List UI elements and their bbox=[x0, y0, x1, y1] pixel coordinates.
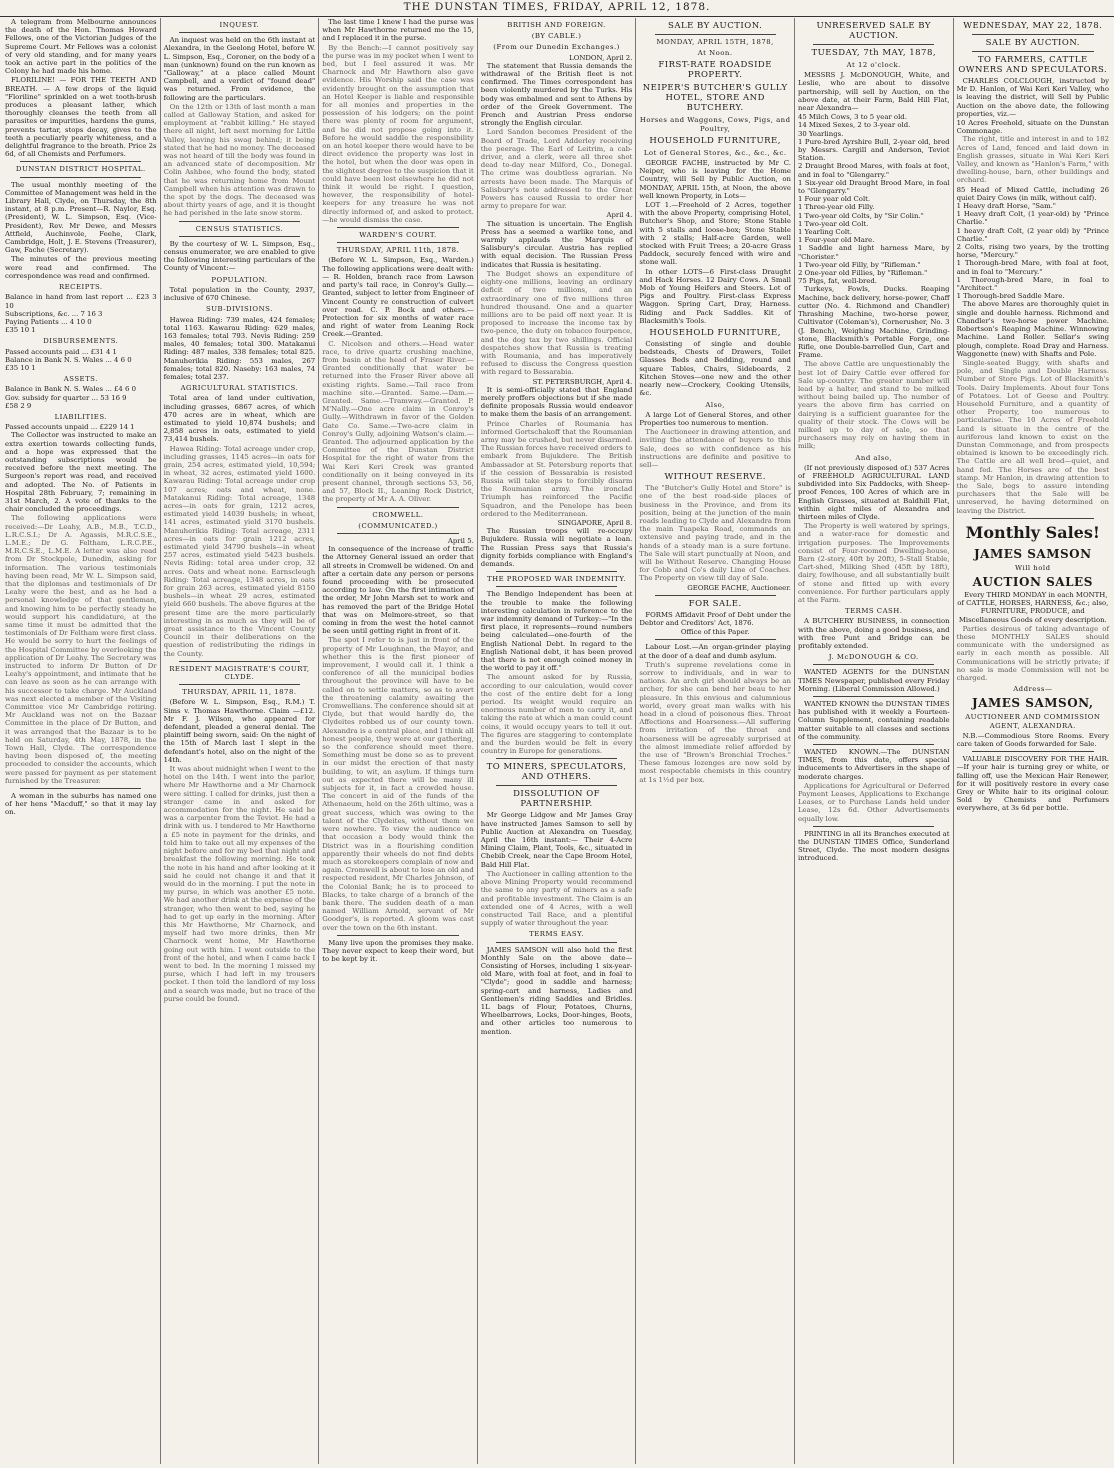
body-text: The "Butcher's Gully Hotel and Store" is one of the best road-side places of business in the Province, and from its position, being at the junction of the main roads leading to Clyde and Alexandra from the main Tuapeka Road, commands an extensive and paying trade, and in the hands of a steady man is a sure fortune. The Sale will start punctually at Noon, and will be Without Reserve. Changing House for Cobb and Co's daily Line of Coaches. The Property on view till day of Sale. bbox=[639, 484, 791, 583]
divider bbox=[972, 751, 1094, 752]
and-also: And also, bbox=[855, 453, 893, 462]
masthead: THE DUNSTAN TIMES, FRIDAY, APRIL 12, 1878. bbox=[0, 0, 1114, 17]
miners-heading: TO MINERS, SPECULATORS, AND OTHERS. bbox=[486, 762, 627, 783]
divider bbox=[813, 744, 934, 745]
receipts-line: Balance in hand from last report ... £23 3 10 bbox=[5, 293, 157, 310]
cable-body: It is semi-officially stated that England merely proffers objections but if she made definite proposals Russia would endeavor to make them the basis of an arrangement. bbox=[480, 385, 633, 419]
body-text: The Auctioneer in drawing attention, and inviting the attendance of buyers to this Sale, does so with confidence as his instructions are definite and positive to sell— bbox=[639, 428, 791, 469]
divider bbox=[496, 942, 617, 943]
sale-item: 1 Saddle and light harness Mare, by "Chorister." bbox=[797, 244, 950, 261]
divider bbox=[655, 639, 776, 640]
column-7 bbox=[954, 18, 1112, 1464]
wanted-known-ad: WANTED KNOWN the DUNSTAN TIMES has published with it weekly a Fourteen-Column Supplement, containing readable matter suitable to all classes and sections of the community. bbox=[797, 700, 950, 741]
furniture-heading: HOUSEHOLD FURNITURE, bbox=[649, 135, 781, 146]
resident-court-body: (Before W. L. Simpson, Esq., R.M.) T. Sims v. Thomas Hawthorne. Claim —£12. Mr F. J. Wilson, who appeared for defendant, pleaded a general denial. The plaintiff being sworn, said: On the night of the 15th of March last I slept in the defendant's hotel, also on the night of the 14th. bbox=[163, 698, 316, 764]
sale-item: 1 Three-year old Filly. bbox=[797, 203, 875, 212]
furniture-body: Consisting of single and double bedsteads, Chests of Drawers, Toilet Glasses Beds and Bedding, round and square Tables, Chairs, Sideboards, 2 Kitchen Stoves—one new and the other nearly new—Crockery, Cooking Utensils, &c. bbox=[639, 340, 791, 398]
freehold-land: (If not previously disposed of.) 537 Acres of FREEHOLD AGRICULTURAL LAND subdivided into Six Paddocks, with Sheep-proof Fences, 100 Acres of which are in English Grasses, situated at Baldhill Flat, within eight miles of Alexandra and thirteen miles of Clyde. bbox=[797, 463, 950, 521]
office-line: Office of this Paper. bbox=[680, 628, 750, 637]
body-text: Truth's supreme revelations come in sorrow to individuals, and in war to nations. An arch girl should always be an archer, for she can bend her beau to her pleasure. In this envious and calumnious world, every great man walks with his head in a cloud of poisonous flies. Throat Affections and Hoarseness.—All suffering from irritation of the throat and hoarseness will be agreeably surprised at the almost immediate relief afforded by the use of "Brown's Bronchial Troches." These famous lozenges are now sold by most respectable chemists in this country at 1s 1½d per box. bbox=[639, 660, 791, 784]
sale-date: MONDAY, APRIL 15TH, 1878, bbox=[656, 38, 774, 46]
subdivisions-body: Hawea Riding: 739 males, 424 females; total 1163. Kawarau Riding: 629 males, 163 females; total 793. Nevis Riding: 259 males, 40 females; total 300. Matakanui Riding: 487 males, 338 females; total 825. Manuherikia Riding: 553 males, 267 females; total 820. Naseby: 163 males, 74 females; total 237. bbox=[163, 315, 316, 381]
sale-item: 1 Pure-bred Ayrshire Bull, 2-year old, bred by Messrs. Cargill and Anderson, Teviot Station. bbox=[797, 137, 950, 163]
inquest-heading: INQUEST. bbox=[219, 21, 260, 29]
assets-heading: ASSETS. bbox=[63, 375, 98, 384]
assets-total: £58 2 9 bbox=[5, 401, 32, 410]
divider bbox=[20, 177, 141, 178]
wardens-court-heading: WARDEN'S COURT. bbox=[359, 231, 437, 240]
sale-item: 2 Colts, rising two years, by the trotting horse, "Mercury." bbox=[956, 243, 1109, 260]
terms-cash: TERMS CASH. bbox=[845, 607, 903, 616]
body-text: By the Bench:—I cannot positively say the purse was in my pocket when I went to bed, but I feel assured it was. Mr Charnock and Mr Hawthorn also gave evidence. His Worship said the case was evidently brought on the assumption that an Hotel Keeper is liable and responsible for all monies and properties in the possession of his lodgers; on the point there was plenty of room for argument, and he did not propose going into it. Before he would saddle the responsibility on an hotel keeper there would have to be direct evidence the property was lost in the hotel, but when the door was open in the slightest degree to the suspicion that it could have been lost elsewhere he did not think it would be right. I question, however, the responsibility of hotel-keepers for any treasure he was not directly informed of, and asked to protect.—he would dismiss the case. bbox=[322, 43, 474, 224]
sale-item: 30 Yearlings. bbox=[797, 129, 844, 138]
census-intro: By the courtesy of W. L. Simpson, Esq., census enumerator, we are enabled to give the following interesting particulars of the County of Vincent:— bbox=[163, 239, 316, 273]
wardens-court-date: THURSDAY, APRIL 11th, 1878. bbox=[336, 246, 460, 255]
sale-by-auction-heading: SALE BY AUCTION. bbox=[985, 38, 1080, 48]
divider bbox=[337, 935, 458, 936]
obituary-paragraph: A telegram from Melbourne announces the death of the Hon. Thomas Howard Fellows, one of the Victorian Judges of the Supreme Court. Mr Fellows was a colonist of very old standing, and for many years took an active part in the politics of the Colony he had made his home. bbox=[5, 18, 157, 76]
stock-line: Horses and Waggons, Cows, Pigs, and Poultry, bbox=[639, 116, 791, 133]
unreserved-sale-heading: UNRESERVED SALE BY AUCTION. bbox=[816, 21, 931, 41]
cable-body: The Russian troops will re-occupy Bujukdere. Russia will negotiate a loan. The Russian Press says that Russia's dignity forbids compliance with England's demands. bbox=[480, 527, 633, 568]
sale-item: 45 Milch Cows, 3 to 5 year old. bbox=[797, 113, 907, 122]
for-sale-heading: FOR SALE. bbox=[688, 598, 742, 609]
property-heading: FIRST-RATE ROADSIDE PROPERTY. bbox=[658, 60, 772, 81]
butchery-business: A BUTCHERY BUSINESS, in connection with the above, doing a good business, and with free Punt and Bridge can be profitably extended. bbox=[797, 617, 950, 651]
divider bbox=[179, 661, 300, 662]
subdivisions-heading: SUB-DIVISIONS. bbox=[206, 305, 273, 314]
sale-item: 1 Thorough-bred Mare, with foal at foot, and in foal to "Mercury." bbox=[956, 259, 1109, 276]
goods-line: Lot of General Stores, &c., &c., &c. bbox=[643, 148, 787, 157]
sale-time: At 12 o'clock. bbox=[846, 61, 901, 69]
sale-item: 75 Pigs, fat, well-bred. bbox=[797, 277, 877, 286]
indemnity-heading: THE PROPOSED WAR INDEMNITY. bbox=[486, 575, 627, 584]
hospital-heading: DUNSTAN DISTRICT HOSPITAL. bbox=[15, 165, 146, 174]
disbursements-heading: DISBURSEMENTS. bbox=[43, 337, 119, 346]
sale-item: 1 Heavy draft Horse, "Sam." bbox=[956, 202, 1056, 211]
divider bbox=[20, 788, 141, 789]
farmers-heading: TO FARMERS, CATTLE OWNERS AND SPECULATORS. bbox=[958, 55, 1108, 75]
column-6 bbox=[795, 18, 954, 1464]
dateline: ST. PETERSBURGH, April 4. bbox=[532, 377, 633, 386]
divider bbox=[813, 44, 934, 45]
auction-intro: GEORGE FACHE, instructed by Mr C. Neiper, who is leaving for the Home Country, will Sell by Public Auction, on MONDAY, APRIL 15th, at Noon, the above well known Property, in Lots— bbox=[639, 159, 791, 200]
sale-date: TUESDAY, 7th MAY, 1878, bbox=[811, 48, 937, 58]
receipts-heading: RECEIPTS. bbox=[58, 283, 103, 292]
divider bbox=[972, 34, 1094, 35]
hair-renewer-ad: VALUABLE DISCOVERY FOR THE HAIR.—If your hair is turning grey or white, or falling off, use the Mexican Hair Renewer, for it will positively restore in every case Grey or White hair to its original colour. Sold by Chemists and Perfumers everywhere, at 3s 6d per bottle. bbox=[956, 755, 1109, 813]
sale-item: 1 Thorough-bred Saddle Mare. bbox=[956, 292, 1065, 301]
population-heading: POPULATION. bbox=[211, 275, 268, 284]
column-1 bbox=[2, 18, 161, 1464]
without-reserve-heading: WITHOUT RESERVE. bbox=[664, 472, 766, 483]
liabilities-line: Passed accounts unpaid ... £229 14 1 bbox=[5, 423, 135, 432]
disbursements-line: Passed accounts paid ... £31 4 1 bbox=[5, 347, 117, 356]
also-line: Also, bbox=[705, 400, 725, 409]
disbursements-total: £35 10 1 bbox=[5, 363, 36, 372]
address-role: AUCTIONEER AND COMMISSION AGENT, ALEXANDRA. bbox=[965, 713, 1101, 730]
divider bbox=[337, 507, 458, 508]
address-name: JAMES SAMSON, bbox=[972, 696, 1094, 711]
divider bbox=[655, 595, 776, 596]
body-text: On the 12th or 13th of last month a man called at Galloway Station, and asked for employment at "rabbit killing." He stayed there all night, left next morning for Little Valley, leaving his swag behind; it being stated that he had no money. The deceased was not heard of till the body was found in an advanced state of decomposition. Mr Colin Ashbee, who found the body, stated that he was returning home from Mount Campbell when his attention was drawn to the spot by the dogs. The deceased was about thirty years of age, and it is thought he had perished in the late snow storm. bbox=[163, 102, 316, 218]
floriline-ad: FLORILINE! — FOR THE TEETH AND BREATH. — A few drops of the liquid "Floriline" sprinkled on a wet tooth-brush produces a pleasant lather, which thoroughly cleanses the teeth from all parasites or impurities, hardens the gums, prevents tartar, stops decay, gives to the teeth a peculiarly pearly whiteness, and a delightful fragrance to the breath. Price 2s 6d, of all Chemists and Perfumers. bbox=[5, 76, 157, 159]
samson-name: JAMES SAMSON bbox=[973, 546, 1092, 561]
terms-easy: TERMS EASY. bbox=[529, 930, 584, 939]
divider bbox=[496, 785, 617, 786]
receipts-line: Subscriptions, &c. ... 7 16 3 bbox=[5, 309, 103, 318]
sale-intro: MESSRS J. McDONOUGH, White, and Leslie, who are about to dissolve partnership, will sell by Auction, on the above date, at their Farm, Bald Hill Flat, near Alexandra— bbox=[797, 71, 950, 113]
sale-item: 1 Yearling Colt. bbox=[797, 228, 853, 237]
census-heading: CENSUS STATISTICS. bbox=[195, 224, 284, 233]
assets-line: Balance in Bank N. S. Wales ... £4 6 0 bbox=[5, 385, 136, 394]
monthly-schedule: Every THIRD MONDAY in each MONTH, of CATTLE, HORSES, HARNESS, &c.; also, FURNITURE, PRODUCE, and Miscellaneous Goods of every description. bbox=[957, 590, 1109, 624]
dateline: SINGAPORE, April 8. bbox=[557, 518, 633, 527]
resident-court-heading: RESIDENT MAGISTRATE'S COURT, CLYDE. bbox=[169, 664, 310, 682]
indemnity-body: The Bendigo Independent has been at the trouble to make the following interesting calculation in reference to the war indemnity demand of Turkey:—"In the first place, it represents—round numbers being calculated—one-fourth of the English National Debt. In regard to the English National debt, it has been proved that there is not enough coined money in the world to pay it off." bbox=[480, 590, 633, 673]
colclough-intro: CHARLES COLCLOUGH, instructed by Mr D. Hanlon, of Wai Keri Keri Valley, who is leaving the district, will Sell by Public Auction on the above date, the following properties, viz.— bbox=[956, 77, 1109, 118]
body-text: Hawea Riding: Total acreage under crop, including grasses, 1145 acres—in oats for grain, 254 acres, estimated yield, 10,594; in wheat, 32 acres, estimated yield 1600. Kawarau Riding: Total acreage under crop 107 acres; oats and wheat, none. Matakanui Riding: Total acreage, 1348 acres—in oats for grain, 1212 acres, estimated yield 14039 bushels; in wheat, 141 acres, estimated yield 3170 bushels. Manuherikia Riding: Total acreage, 2311 acres—in oats for grain 1212 acres, estimated yield 34790 bushels—in wheat 257 acres, estimated yield 5423 bushels. Nevis Riding: total area under crop, 32 acres. Oats and wheat none. Earnscleugh Riding: Total acreage, 1348 acres, in oats for grain 263 acres, estimated yield 8150 bushels—in wheat 29 acres, estimated yield 660 bushels. The above figures at the present time are the more particularly interesting in as much as they will be of great assistance to the Vincent County Council in their deliberations on the question of redistributing the ridings in the County. bbox=[163, 444, 316, 658]
body-text: Lord Sandon becomes President of the Board of Trade, Lord Adderley receiving the peerage. The Earl of Leitrim, a cab-driver, and a clerk, were all three shot dead to-day near Milford, Co., Donegal. The crime was doubtless agrarian. No arrests have been made. The Marquis of Salisbury's note addressed to the Great Powers has caused Russia to order her army to prepare for war. bbox=[480, 128, 633, 211]
receipts-line: Paying Patients ... 4 10 0 bbox=[5, 317, 92, 326]
will-hold: Will hold bbox=[1015, 563, 1051, 572]
divider bbox=[813, 826, 934, 827]
forms-ad: FORMS Affidavit Proof of Debt under the Debtor and Creditors' Act, 1876. bbox=[639, 610, 791, 627]
furniture-heading-2: HOUSEHOLD FURNITURE, bbox=[649, 328, 781, 339]
store-rooms-note: N.B.—Commodious Store Rooms. Every care taken of Goods forwarded for Sale. bbox=[956, 731, 1109, 749]
population-body: Total population in the County, 2937, inclusive of 670 Chinese. bbox=[163, 285, 316, 303]
wanted-known-ad-2: WANTED KNOWN.—The DUNSTAN TIMES, from this date, offers special inducements to Advertisers in the shape of moderate charges. bbox=[797, 748, 950, 781]
dateline: April 4. bbox=[606, 211, 633, 220]
agricultural-heading: AGRICULTURAL STATISTICS. bbox=[180, 384, 299, 393]
hospital-body: The usual monthly meeting of the Committee of Management was held in the Library Hall, Clyde, on Thursday, the 8th instant, at 8 p.m. Present—R. Naylor, Esq. (President), W. L. Simpson, Esq. (Vice-President), Rev. Mr Dewe, and Messrs Attfield, Auchinvole, Feehe, Clark, Cambridge, Holt, J. E. Stevens (Treasurer), Gaw, Fache (Secretary). bbox=[5, 180, 157, 255]
column-4 bbox=[478, 18, 637, 1464]
cable-body: The situation is uncertain. The English Press has a seemed a warlike tone, and warmly applauds the Marquis of Salisbury's circular. Austria has replied with equal decision. The Russian Press indicates that Russia is hesitating. bbox=[480, 219, 633, 269]
body-text: Parties desirous of taking advantage of these MONTHLY SALES should communicate with the undersigned as early in each month as possible. All Communications will be strictly private; if no sale is made Commission will not be charged. bbox=[956, 624, 1109, 682]
hens-joke: A woman in the suburbs has named one of her hens "Macduff," so that it may lay on. bbox=[5, 792, 157, 817]
dateline: LONDON, April 2. bbox=[569, 53, 633, 62]
body-text: It was about midnight when I went to the hotel on the 14th. I went into the parlor, where Mr Hawthorne and a Mr Charnock were sitting. I called for drinks, just then a stranger came in and asked for accommodation for the night. He said he was a carpenter from the Teviot. He had a drink with us. I tendered to Mr Hawthorne a £5 note in payment for the drinks, and told him to take out all my expenses of the night before and for my bed that night and breakfast the following morning. He took the note in his hand and after looking at it said he could not change it and that it would do in the morning. I put the note in my purse, in which was another £5 note. We had another drink at the expense of the stranger, who then went to bed, saying he had to get up early in the morning. After this Mr Hawthorne, Mr Charnock, and myself had two more drinks, then Mr Charnock went home, Mr Hawthorne going out with him. I went outside to the front of the hotel, and when I came back I went to bed. In the morning I missed my purse, which I had left in my trousers pocket. I then told the landlord of my loss and a search was made, but no trace of the purse could be found. bbox=[163, 765, 316, 1003]
exchanges-subheading: (From our Dunedin Exchanges.) bbox=[493, 43, 620, 52]
columns bbox=[2, 18, 1112, 1464]
address-label: Address— bbox=[1013, 685, 1053, 694]
body-text: The Budget shows an expenditure of eighty-one millions, leaving an ordinary deficit of two millions, and an extraordinary one of five millions three hundred thousand. One and a quarter millions are to be paid off next year. It is proposed to increase the income tax by two-pence, the duty on tobacco fourpence, and the dog tax by two shillings. Official despatches show that Russia is treating with Roumania, and has imperatively refused to discuss the Congress question with regard to Bessarabia. bbox=[480, 269, 633, 377]
auction-sales-heading: AUCTION SALES bbox=[972, 574, 1093, 589]
body-text: C. Nicolson and others.—Head water race, to drive quartz crushing machine, from basin at the head of Fraser River.—Granted conditionally that water be returned into the Fraser River above all existing rights. Same.—Tail race from machine site.—Granted. Same.—Dam.—Granted. Same.—Tramway.—Granted. P. M'Nally.—One acre claim in Conroy's Gully.—Withdrawn in favor of the Golden Gate Co. Same.—Two-acre claim in Conroy's Gully, adjoining Watson's claim.—Granted. The adjourned application by the Committee of the Dunstan District Hospital for the right of water from the Wai Keri Keri Creek was granted conditionally on it being conveyed in its present channel, through sections 53, 56, and 57, Block II., Leaning Rock District, the property of Mr A. A. Oliver. bbox=[322, 339, 474, 504]
sale-item: 2 One-year old Fillies, by "Rifleman." bbox=[797, 269, 928, 278]
body-text: The above Cattle are unquestionably the best lot of Dairy Cattle ever offered for Sale up-country. The greater number will lead by a halter, and stand to be milked without being bailed up. The number of years the above firm has carried on dairying is a sufficient guarantee for the quality of their stock. The Cows will be milked up to day of sale, so that purchasers may rely on having them in milk; bbox=[797, 360, 950, 451]
divider bbox=[337, 227, 458, 228]
body-text: The following applications were received:—Dr Leahy, A.B., M.B., T.C.D., L.R.C.S.I.; Dr A. Agassis, M.R.C.S.E., L.M.E.; Dr G. Feltham, L.R.C.P.E., M.R.C.S.E., L.M.E. A letter was also read from Dr Stockpole, Dunedin, asking for information. The various testimonials having been read, Mr W. L. Simpson said, that the diplomas and testimonials of Dr Leahy were the best, and as he had a personal knowledge of that gentleman, and knowing him to be perfectly steady he would support his candidature, at the same time it must be admitted that the testimonials of Dr Feltham were first class. He would be sorry to hurt the feelings of the Hospital Committee by overlooking the application of Dr Leahy. The Secretary was instructed to inform Dr Button of Dr Leahy's appointment, and intimate that he can leave as soon as he can arrange with his successor to take charge. Mr Auckland was next elected a member of the Visiting Committee vice Mr Cambridge retiring. Mr Auckland was not on the Bazaar Committee in the place of Dr Button, and it was arranged that the Bazaar is to be held on Saturday, 4th May, 1878, in the Town Hall, Clyde. The correspondence having been disposed of, the meeting proceeded to consider the accounts, which were passed for payment as per statement furnished by the Treasurer. bbox=[5, 514, 157, 785]
divider bbox=[972, 51, 1094, 52]
dissolution-heading: DISSOLUTION OF PARTNERSHIP. bbox=[513, 789, 601, 810]
cromwell-subheading: (COMMUNICATED.) bbox=[358, 521, 438, 530]
sale-item: 1 Heavy draft Colt, (1 year-old) by "Prince Charlie." bbox=[956, 210, 1109, 227]
machinery-list: Turkeys, Fowls, Ducks. Reaping Machine, back delivery, horse-power, Chaff cutter (No. 4. Richmond and Chandler) Thrashing Machine, two-horse power, Cultivator (Coleman's), Cornerusher, No. 3 (J. Bench), Weighing Machine, Grinding-stone, Blacksmith's Portable Forge, one Rifle, one Double-barrelled Gun, Cart and Frame. bbox=[797, 285, 950, 360]
sale-item: 2 Draught Brood Mares, with foals at foot, and in foal to "Glengarry." bbox=[797, 162, 950, 179]
sale-item: 1 Two-year old Filly, by "Rifleman." bbox=[797, 260, 921, 269]
british-foreign-heading: BRITISH AND FOREIGN. bbox=[507, 21, 606, 29]
firm-signature: J. McDONOUGH & CO. bbox=[828, 653, 919, 662]
divider bbox=[179, 32, 300, 33]
divider bbox=[655, 34, 776, 35]
divider bbox=[496, 758, 617, 759]
resident-court-date: THURSDAY, APRIL 11, 1878. bbox=[182, 688, 297, 697]
wanted-agents-ad: WANTED AGENTS for the DUNSTAN TIMES Newspaper, published every Friday Morning. (Liberal Commission Allowed.) bbox=[797, 668, 950, 693]
hotel-heading: NEIPER'S BUTCHER'S GULLY HOTEL, STORE AND BUTCHERY. bbox=[642, 83, 788, 114]
auctioneer-signature: GEORGE FACHE, Auctioneer. bbox=[687, 583, 791, 592]
column-5 bbox=[636, 18, 795, 1464]
assets-line: Gov. subsidy for quarter ... 53 16 9 bbox=[5, 393, 127, 402]
purse-testimony: The last time I knew I had the purse was when Mr Hawthorne returned me the 15, and I replaced it in the purse. bbox=[322, 18, 474, 43]
divider bbox=[179, 221, 300, 222]
sale-item: 1 Thorough-bred Mare, in foal to "Architect." bbox=[956, 275, 1109, 293]
cromwell-date: April 5. bbox=[447, 536, 474, 545]
hospital-tail: The Collector was instructed to make an extra exertion towards collecting funds, and a hope was expressed that the outstanding subscriptions would be received before the next meeting. The Surgeon's report was read, and received and adopted. The No. of Patients in Hospital 28th February, 7; remaining in 31st March, 2. A vote of thanks to the chair concluded the proceedings. bbox=[5, 431, 157, 514]
machines-list: The above Mares are thoroughly quiet in single and double harness. Richmond and Chandler's two-horse power Machine. Robertson's Reaping Machine. Winnowing Machine. Land Roller. Sellar's swing plough, complete. Road Dray and Harness. Waggonette (new) with Shafts and Pole. bbox=[956, 300, 1109, 358]
sale-item: 1 Four-year old Mare. bbox=[797, 236, 875, 245]
divider bbox=[496, 571, 617, 572]
sale-item: 1 heavy draft Colt, (2 year old) by "Prince Charlie." bbox=[956, 226, 1109, 243]
sale-time: At Noon. bbox=[697, 49, 733, 58]
cromwell-body: In consequence of the increase of traffic the Attorney General issued an order that all streets in Cromwell be widened. On and after a certain date any person or persons found proceeding with be prosecuted according to law. On the first intimation of the order, Mr John Marsh set to work and has removed the part of the Bridge Hotel that was on Melmore-street, so that coming in from the west the hotel cannot be seen until getting right in front of it. bbox=[322, 545, 474, 636]
cable-subheading: (BY CABLE.) bbox=[531, 32, 582, 41]
body-text: The Property is well watered by springs, and a water-race for domestic and irrigation purposes. The Improvements consist of Four-roomed Dwelling-house, Barn (2-story, 40ft by 20ft), 5-Stall Stable, Cart-shed, Milking Shed (45ft by 18ft), dairy, fowlhouse, and all substantially built of stone and fitted up with every convenience. For further particulars apply at the Farm. bbox=[797, 522, 950, 604]
divider bbox=[337, 533, 458, 534]
sale-item: 10 Acres Freehold, situate on the Dunstan Commonage. bbox=[956, 119, 1109, 136]
divider bbox=[813, 696, 934, 697]
receipts-total: £35 10 1 bbox=[5, 326, 36, 335]
body-text: The Auctioneer in calling attention to the above Mining Property would recommend the same to any party of miners as a safe and profitable investment. The Claim is an extended one of 4 Acres, with a well constructed Tail Race, and a plentiful supply of water throughout the year. bbox=[480, 869, 633, 928]
column-2 bbox=[161, 18, 320, 1464]
sale-date: WEDNESDAY, MAY 22, 1878. bbox=[963, 21, 1103, 31]
divider bbox=[179, 236, 300, 237]
sale-item: 1 Two-year old Colt. bbox=[797, 219, 869, 228]
body-text: Single-seated Buggy, with shafts and pole, and Single and Double Harness. Number of Store Pigs. Lot of Blacksmith's Tools. Dairy Implements. About four Tons of Potatoes. Lot of Geese and Poultry. Household Furniture, and a quantity of other Property, too numerous to particularise. The 10 Acres of Freehold Land is situate in the centre of the auriferous land known to exist on the Dunstan Commonage, and from prospects obtained is known to be exceedingly rich. The Cattle are all well bred—quiet, and hand fed. The Horses are of the best stamp. Mr Hanlon, in drawing attention to the Sale, begs to assure intending purchasers that the Sale will be unreserved, he having determined on leaving the District. bbox=[956, 358, 1109, 515]
inquest-body: An inquest was held on the 6th instant at Alexandra, in the Geelong Hotel, before W. L. Simpson, Esq., Coroner, on the body of a man (unknown) found on the run known as "Galloway," at a place called Mount Campbell, and a verdict of "found dead" was returned. From evidence, the following are the particulars. bbox=[163, 36, 316, 102]
sale-by-auction-heading: SALE BY AUCTION. bbox=[668, 21, 763, 31]
body-text: The amount asked for by Russia, according to our calculation, would cover the cost of the entire debt for a long period. Its weight would require an enormous number of men to carry it, and taking the rate at which a man could count coins, it would occupy years to tell it out. The figures are staggering to contemplate and the burden would be felt in every country in Europe for generations. bbox=[480, 673, 633, 756]
samson-monthly-sale: JAMES SAMSON will also hold the first Monthly Sale on the above date—Consisting of Horses, including 1 six-year-old Mare, with foal at foot, and in foal to "Clyde"; good in saddle and harness; spring-cart and harness, Ladies and Gentlemen's riding Saddles and Bridles. 1L bags of Flour, Potatoes, Churns, Wheelbarrows, Locks, Door-hinges, Boots, and other articles too numerous to mention. bbox=[480, 945, 633, 1036]
sale-item: 1 Four year old Colt. bbox=[797, 195, 871, 204]
sale-item: 1 Two-year old Colts, by "Sir Colin." bbox=[797, 211, 924, 220]
divider bbox=[496, 586, 617, 587]
body-text: Applications for Agricultural or Deferred Payment Leases, Applications to Exchange Leases, or to Purchase Lands held under Lease, 12s 6d. Other Advertisements equally low. bbox=[797, 781, 950, 823]
other-lots: In other LOTS—6 First-class Draught and Hack Horses. 12 Dairy Cows. A Small Mob of Young Heifers and Steers. Lot of Pigs and Poultry. First-class Express Waggon. Spring Cart, Dray, Harness. Riding and Pack Saddles. Kit of Blacksmith's Tools. bbox=[639, 267, 791, 325]
divider bbox=[337, 242, 458, 243]
wardens-court-body: (Before W. L. Simpson, Esq., Warden.) The following applications were dealt with:— R. Holden, branch race from Lawson and party's tail race, in Conroy's Gully.— Granted, subject to letter from Engineer of Vincent County re construction of culvert over road. C. P. Bock and others.—Protection for six months of water race and right of water from Leaning Rock Creek.—Granted. bbox=[322, 256, 474, 339]
sale-item: 1 Six-year old Draught Brood Mare, in foal to "Glengarry." bbox=[797, 178, 950, 196]
divider bbox=[20, 161, 141, 162]
labour-joke: Labour Lost.—An organ-grinder playing at the door of a deaf and dumb asylum. bbox=[639, 643, 791, 660]
cable-body: The statement that Russia demands the withdrawal of the British fleet is not confirmed. The Times correspondent has been violently murdered by the Turks. His body was embalmed and sent to Athens by order of the Greek Government. The French and Austrian Press endorse strongly the English circular. bbox=[480, 61, 633, 128]
column-3 bbox=[319, 18, 478, 1464]
sale-item: 14 Mixed Sexes, 2 to 3-year old. bbox=[797, 121, 911, 130]
divider bbox=[972, 518, 1094, 519]
lot-1: LOT 1.—Freehold of 2 Acres, together with the above Property, comprising Hotel, Butcher's Shop, and Store; Stone Stable with 5 stalls and loose-box; Stone Stable with 2 stalls; Half-acre Garden, well stocked with Fruit Trees; a 20-acre Grass Paddock, securely fenced with wire and stone wall. bbox=[639, 201, 791, 267]
divider bbox=[179, 684, 300, 685]
body-text: The right, title and interest in and to 182 Acres of Land, fenced and laid down in English grasses, situate in Wai Keri Keri Valley, and known as "Hanlon's Farm," with dwelling-house, barn, other buildings and orchard. bbox=[956, 135, 1109, 185]
body-text: Prince Charles of Roumania has informed Gortschakoff that the Roumanian army may be crushed, but never disarmed. The Russian forces have received orders to embark from Bujukdere. The British Ambassador at St. Petersburg reports that if the cession of Bessarabia is resisted Russia will take steps to forcibly disarm the Roumanian army. The ironclad Triumph has reinforced the Pacific Squadron, and the Penelope has been ordered to the Mediterranean. bbox=[480, 419, 633, 518]
dissolution-body: Mr George Lidgow and Mr James Gray have instructed James Samson to sell by Public Auction at Alexandra on Tuesday, April the 16th instant:— Their 4-Acre Mining Claim, Plant, Tools, &c., situated in Chebib Creek, near the Cape Broom Hotel, Bald Hill Flat. bbox=[480, 811, 633, 869]
stores-line: A large Lot of General Stores, and other Properties too numerous to mention. bbox=[639, 410, 791, 427]
sale-item: 85 Head of Mixed Cattle, including 26 quiet Dairy Cows (in milk, without calf). bbox=[956, 185, 1109, 202]
promises-joke: Many live upon the promises they make. They never expect to keep their word, but to be kept by it. bbox=[322, 938, 474, 964]
liabilities-heading: LIABILITIES. bbox=[54, 412, 107, 421]
agricultural-body: Total area of land under cultivation, including grasses, 6867 acres, of which 470 acres are in wheat, which are estimated to yield 10,874 bushels; and 2,858 acres in oats, estimated to yield 73,414 bushels. bbox=[163, 394, 316, 444]
printing-ad: PRINTING in all its Branches executed at the DUNSTAN TIMES Office, Sunderland Street, Clyde. The most modern designs introduced. bbox=[797, 829, 950, 863]
divider bbox=[813, 664, 934, 665]
body-text: The spot I refer to is just in front of the property of Mr Loughnan, the Mayor, and whether this is the first pioneer of improvement, I would call it. I think a conference of all the municipal bodies throughout the province will have to be called on to settle matters, so as to avert the threatening calamity awaiting the Cromwellians. The conference should sit at Clyde, but that would hardly do, the Clydeites robbed us of our county town. Alexandra is a central place, and I think all honest people, they were at our gathering, so the conference should meet there. Something must be done so as to prevent in our midst the erection of that nasty building, to wit, an asylum. If things turn out as expected there will be many ill subjects for it, in fact a crowded house. The concert in aid of the funds of the Athenaeum, held on the 26th ultimo, was a great success, which was owing to the talent of the Clydeites, without them we were nowhere. To view the audience on that occasion a body would think the District was in a flourishing condition apparently their wheels do not find debts much as storekeepers complain of now and again. Cromwell is about to lose an old and respected resident, Mr Charles Johnson, of the Colonial Bank; he is to proceed to Blacks, to take charge of a branch of the bank there. The sudden death of a man named William Arnold, servant of Mr Goodger's, is reported. A gloom was cast over the town on the 6th instant. bbox=[322, 636, 474, 932]
monthly-sales-heading: Monthly Sales! bbox=[965, 522, 1100, 542]
disbursements-line: Balance in Bank N. S. Wales ... 4 6 0 bbox=[5, 355, 132, 364]
cromwell-heading: CROMWELL. bbox=[372, 510, 424, 519]
minutes-paragraph: The minutes of the previous meeting were read and confirmed. The correspondence was read and confirmed. bbox=[5, 255, 157, 280]
